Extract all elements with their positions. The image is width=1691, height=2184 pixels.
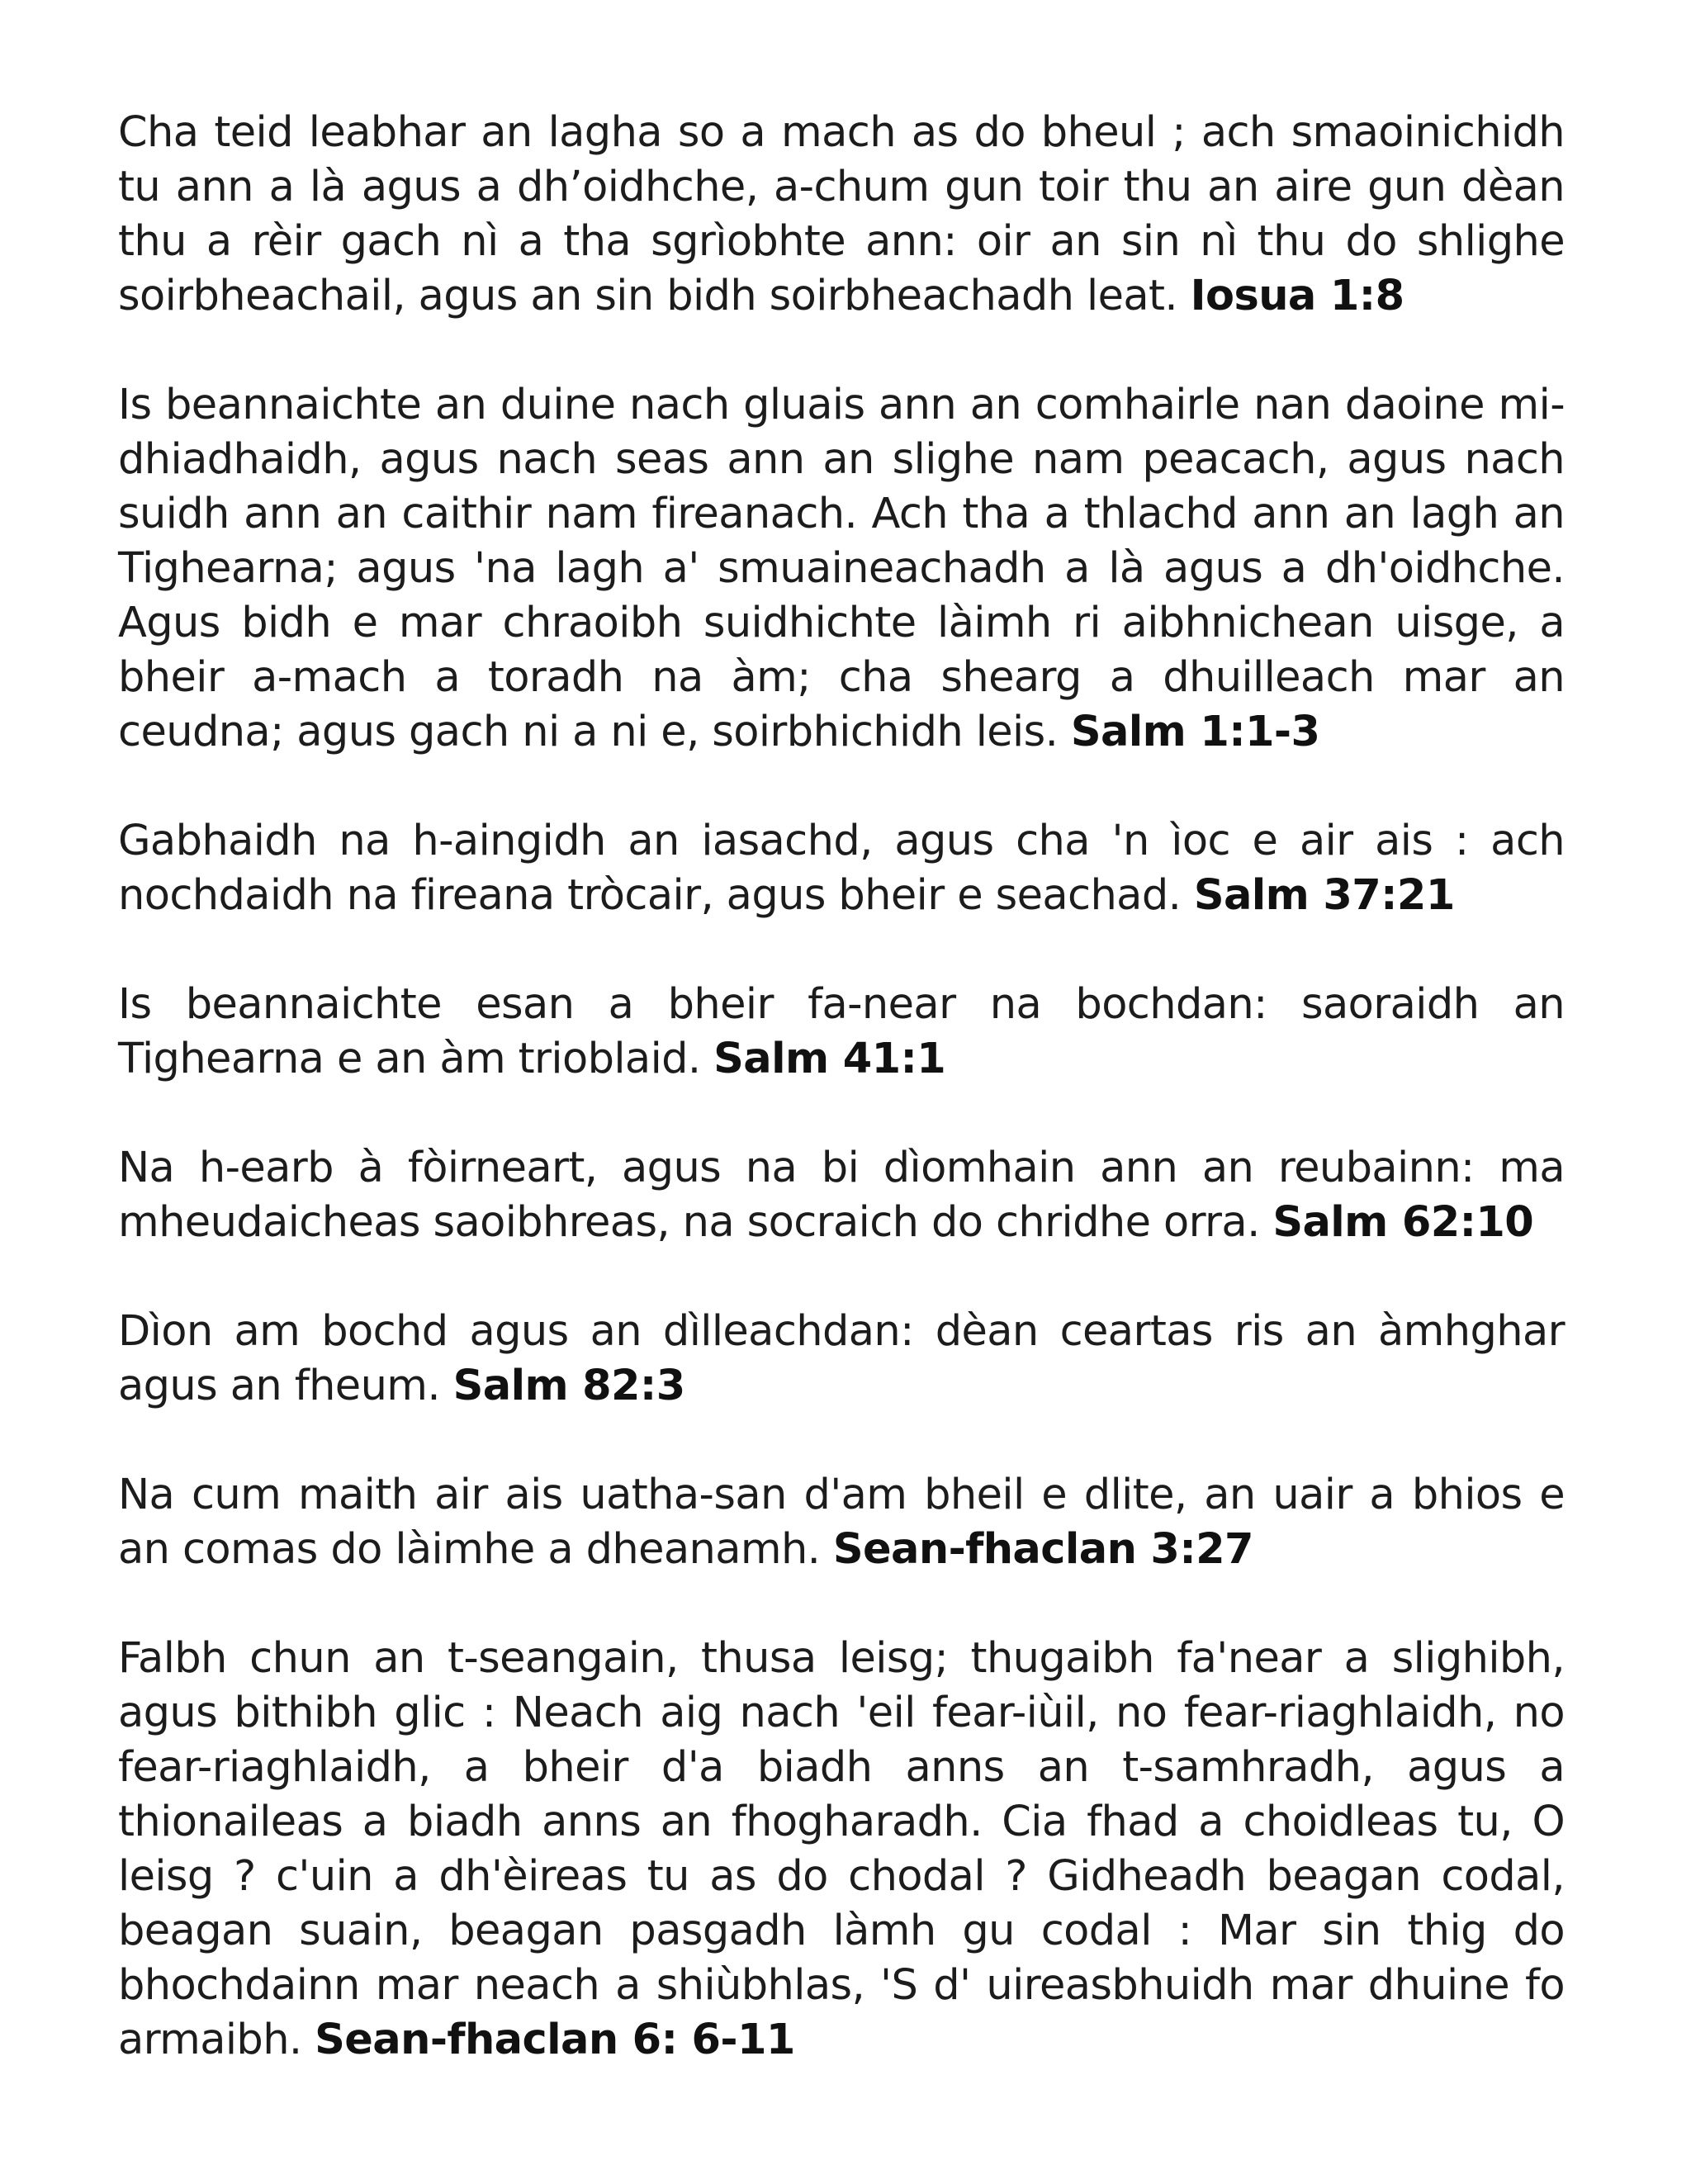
verse-text: Falbh chun an t-seangain, thusa leisg; thugaibh fa'near a slighibh, agus bithibh glic : Neach aig nach 'eil fear-iùil, no fear-riaghlaidh, no fear-riaghlaidh, a bheir d'a biadh anns an t-samhradh, agus a thionaileas a biadh anns an fhogharadh. Cia fhad a choidleas tu, O leisg ? c'uin a dh'èireas tu as do chodal ? Gidheadh beagan codal, beagan suain, beagan pasgadh làmh gu codal : Mar sin thig do bhochdainn mar neach a shiùbhlas, 'S d' uireasbhuidh mar dhuine fo armaibh. [118, 1634, 1565, 2064]
verse-block [118, 1468, 1565, 1577]
verse-text: Gabhaidh na h-aingidh an iasachd, agus cha 'n ìoc e air ais : ach nochdaidh na fireana tròcair, agus bheir e seachad. [118, 817, 1565, 920]
verse-block [118, 378, 1565, 760]
verse-text: Cha teid leabhar an lagha so a mach as do bheul ; ach smaoinichidh tu ann a là agus a dh’oidhche, a-chum gun toir thu an aire gun dèan thu a rèir gach nì a tha sgrìobhte ann: oir an sin nì thu do shlighe soirbheachail, agus an sin bidh soirbheachadh leat. [118, 108, 1565, 320]
verse-reference: Iosua 1:8 [1190, 272, 1404, 320]
verse-block [118, 1632, 1565, 2068]
verse-block [118, 814, 1565, 923]
verse-reference: Salm 82:3 [452, 1362, 685, 1410]
verse-reference: Salm 1:1-3 [1070, 708, 1320, 756]
verse-text: Na cum maith air ais uatha-san d'am bheil e dlite, an uair a bhios e an comas do làimhe a dheanamh. [118, 1471, 1565, 1574]
verse-text: Dìon am bochd agus an dìlleachdan: dèan ceartas ris an àmhghar agus an fheum. [118, 1307, 1565, 1410]
verse-reference: Sean-fhaclan 3:27 [832, 1525, 1253, 1574]
verse-block [118, 1141, 1565, 1250]
verse-reference: Sean-fhaclan 6: 6-11 [315, 2016, 795, 2064]
scripture-page [118, 106, 1565, 2122]
verse-text: Na h-earb à fòirneart, agus na bi dìomhain ann an reubainn: ma mheudaicheas saoibhreas, na socraich do chridhe orra. [118, 1144, 1565, 1247]
verse-reference: Salm 37:21 [1193, 871, 1455, 920]
verse-text: Is beannaichte an duine nach gluais ann an comhairle nan daoine mi-dhiadhaidh, agus nach seas ann an slighe nam peacach, agus nach suidh ann an caithir nam fireanach. Ach tha a thlachd ann an lagh an Tighearna; agus 'na lagh a' smuaineachadh a là agus a dh'oidhche. Agus bidh e mar chraoibh suidhichte làimh ri aibhnichean uisge, a bheir a-mach a toradh na àm; cha shearg a dhuilleach mar an ceudna; agus gach ni a ni e, soirbhichidh leis. [118, 381, 1565, 756]
verse-block [118, 106, 1565, 324]
verse-reference: Salm 62:10 [1272, 1198, 1534, 1247]
verse-block [118, 978, 1565, 1087]
verse-reference: Salm 41:1 [713, 1035, 946, 1083]
verse-block [118, 1305, 1565, 1414]
verse-text: Is beannaichte esan a bheir fa-near na bochdan: saoraidh an Tighearna e an àm trioblaid. [118, 980, 1565, 1083]
